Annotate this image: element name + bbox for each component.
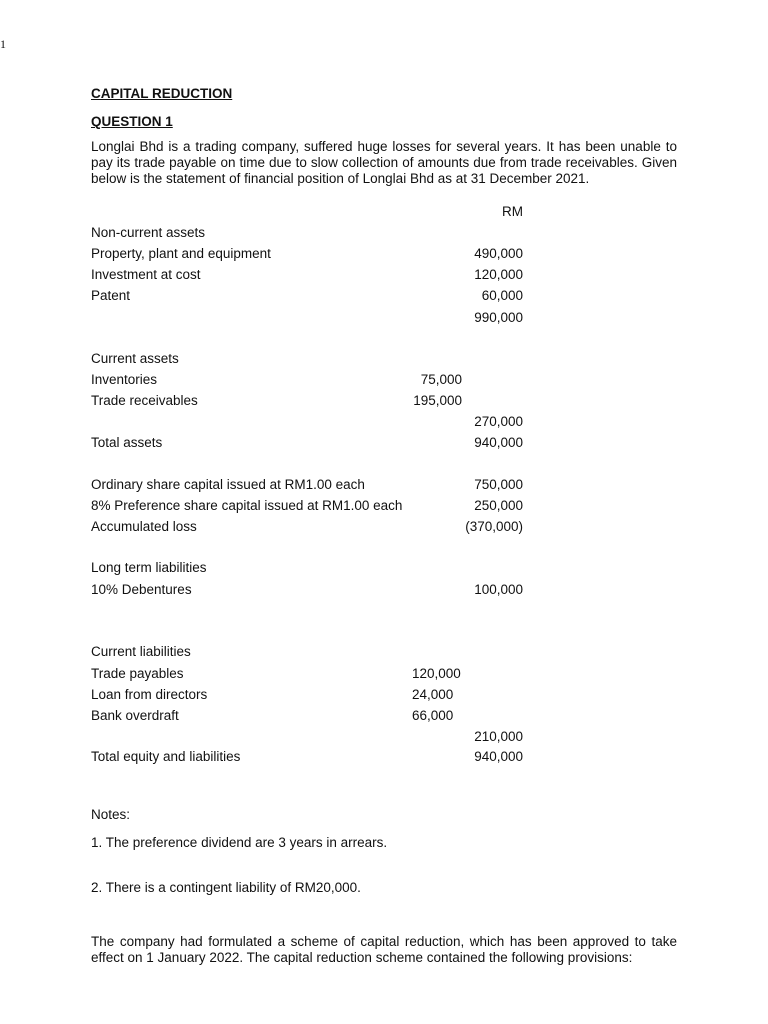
row-amount: 940,000 — [474, 749, 523, 764]
row-label: Trade payables — [91, 666, 184, 681]
table-row — [91, 246, 531, 264]
table-row — [91, 687, 531, 705]
current-liabilities-heading: Current liabilities — [91, 644, 191, 659]
row-amount: 120,000 — [474, 267, 523, 282]
long-term-liabilities-heading: Long term liabilities — [91, 560, 207, 575]
row-amount: 940,000 — [474, 435, 523, 450]
row-label: Total equity and liabilities — [91, 749, 241, 764]
table-row — [91, 666, 531, 684]
document-title: CAPITAL REDUCTION — [91, 86, 233, 101]
currency-header-row — [91, 204, 531, 222]
row-label: Ordinary share capital issued at RM1.00 each — [91, 477, 365, 492]
table-row — [91, 582, 531, 600]
row-label: Total assets — [91, 435, 163, 450]
table-row — [91, 372, 531, 390]
row-amount: 750,000 — [474, 477, 523, 492]
row-label: Patent — [91, 288, 131, 303]
question-heading: QUESTION 1 — [91, 114, 173, 129]
section-heading — [91, 225, 531, 243]
row-label: 10% Debentures — [91, 582, 192, 597]
currency-header: RM — [502, 204, 523, 219]
row-amount: 120,000 — [412, 666, 461, 681]
table-row — [91, 749, 531, 767]
table-row — [91, 477, 531, 495]
row-amount: 490,000 — [474, 246, 523, 261]
table-row — [91, 393, 531, 411]
intro-paragraph: Longlai Bhd is a trading company, suffered huge losses for several years. It has been unable to pay its trade payable on time due to slow collection of amounts due from trade receivables. Given below is the statement of financial position of Longlai Bhd as at 31 December 2021. — [91, 139, 677, 186]
row-amount: 66,000 — [412, 708, 454, 723]
current-assets-total: 270,000 — [474, 414, 523, 429]
page-number: 1 — [0, 37, 6, 51]
row-amount: (370,000) — [465, 519, 523, 534]
note-1: 1. The preference dividend are 3 years in arrears. — [91, 835, 388, 850]
row-amount: 75,000 — [420, 372, 462, 387]
section-heading — [91, 644, 531, 662]
row-label: Bank overdraft — [91, 708, 179, 723]
notes-heading: Notes: — [91, 807, 131, 822]
table-row — [91, 498, 531, 516]
row-label: Loan from directors — [91, 687, 208, 702]
row-amount: 195,000 — [413, 393, 462, 408]
table-row — [91, 519, 531, 537]
row-label: 8% Preference share capital issued at RM1.00 each — [91, 498, 403, 513]
note-2: 2. There is a contingent liability of RM20,000. — [91, 880, 361, 895]
table-row — [91, 288, 531, 306]
non-current-assets-total: 990,000 — [474, 310, 523, 325]
row-label: Accumulated loss — [91, 519, 197, 534]
row-amount: 100,000 — [474, 582, 523, 597]
row-label: Property, plant and equipment — [91, 246, 271, 261]
section-heading — [91, 560, 531, 578]
subtotal-row — [91, 414, 531, 432]
current-liabilities-total: 210,000 — [474, 729, 523, 744]
non-current-assets-heading: Non-current assets — [91, 225, 206, 240]
current-assets-heading: Current assets — [91, 351, 179, 366]
row-label: Trade receivables — [91, 393, 198, 408]
table-row — [91, 708, 531, 726]
subtotal-row — [91, 729, 531, 747]
row-label: Investment at cost — [91, 267, 201, 282]
row-amount: 250,000 — [474, 498, 523, 513]
table-row — [91, 267, 531, 285]
row-label: Inventories — [91, 372, 158, 387]
table-row — [91, 435, 531, 453]
row-amount: 24,000 — [412, 687, 454, 702]
section-heading — [91, 351, 531, 369]
row-amount: 60,000 — [481, 288, 523, 303]
closing-paragraph: The company had formulated a scheme of capital reduction, which has been approved to take effect on 1 January 2022. The capital reduction scheme contained the following provisions: — [91, 934, 677, 965]
subtotal-row — [91, 310, 531, 328]
